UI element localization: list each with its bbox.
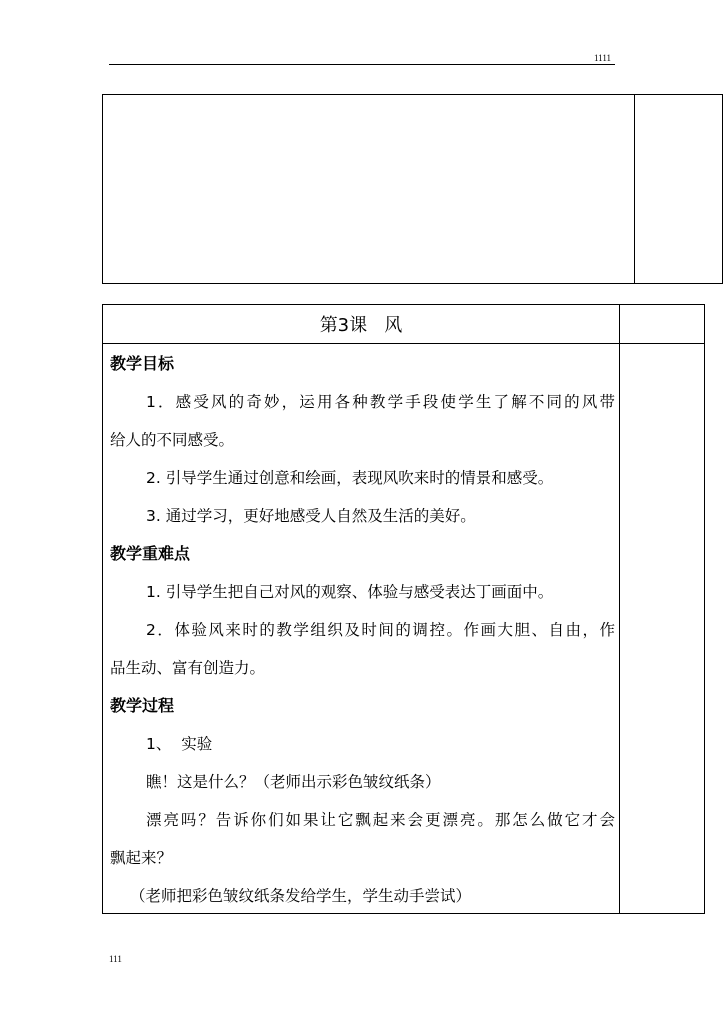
objective-2: 2. 引导学生通过创意和绘画，表现风吹来时的情景和感受。 <box>146 469 554 487</box>
objectives-heading: 教学目标 <box>110 354 175 373</box>
process-line-3: （老师把彩色皱纹纸条发给学生，学生动手尝试） <box>130 887 472 905</box>
key-point-1: 1. 引导学生把自己对风的观察、体验与感受表达丁画面中。 <box>146 583 554 601</box>
blank-table-divider <box>634 95 635 283</box>
process-line-2: 漂亮吗？告诉你们如果让它飘起来会更漂亮。那怎么做它才会 <box>146 811 615 829</box>
key-point-2: 2．体验风来时的教学组织及时间的调控。作画大胆、自由，作 <box>146 621 615 639</box>
process-line-1: 瞧！这是什么？（老师出示彩色皱纹纸条） <box>146 773 441 791</box>
header-rule <box>109 64 615 65</box>
lesson-title: 第3课 风 <box>319 315 403 336</box>
process-step-1: 1、 实验 <box>146 735 213 753</box>
lesson-table-row-divider <box>103 343 704 344</box>
lesson-table <box>102 304 705 914</box>
blank-table <box>102 94 723 284</box>
process-line-2-continued: 飘起来？ <box>110 849 173 867</box>
objective-1-continued: 给人的不同感受。 <box>110 431 235 449</box>
objective-1: 1．感受风的奇妙，运用各种教学手段使学生了解不同的风带 <box>146 393 615 411</box>
lesson-content <box>110 345 615 915</box>
footer-page-number: 111 <box>109 954 122 964</box>
objective-3: 3. 通过学习，更好地感受人自然及生活的美好。 <box>146 507 476 525</box>
lesson-table-column-divider <box>619 305 620 913</box>
process-heading: 教学过程 <box>110 696 175 715</box>
key-points-heading: 教学重难点 <box>110 544 191 563</box>
key-point-2-continued: 品生动、富有创造力。 <box>110 659 266 677</box>
header-page-number: 1111 <box>594 53 611 63</box>
